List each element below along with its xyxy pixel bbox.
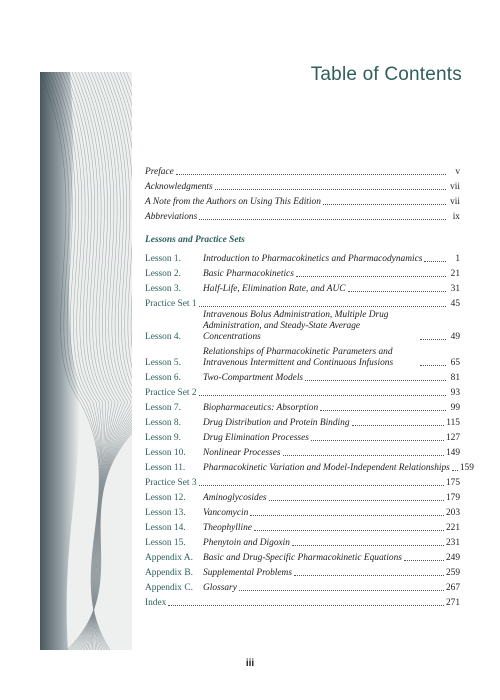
entry-page-number: 203 [445, 508, 460, 518]
entry-page-number: 49 [450, 332, 460, 342]
front-matter-entry[interactable] [145, 193, 460, 208]
entry-title: Drug Distribution and Protein Binding [203, 418, 350, 428]
toc-entry[interactable] [145, 594, 460, 609]
entry-page-number: 45 [450, 299, 460, 309]
section-heading: Lessons and Practice Sets [145, 235, 245, 245]
page-title: Table of Contents [310, 64, 462, 85]
entry-page-number: v [455, 167, 460, 177]
dot-leader [294, 575, 444, 576]
entry-page-number: 249 [445, 553, 460, 563]
page-number: iii [245, 658, 255, 669]
entry-title: Relationships of Pharmacokinetic Parameters and Intravenous Intermittent and Continuous Infusions [203, 347, 394, 368]
entry-label: Lesson 3. [145, 284, 181, 294]
entry-page-number: 271 [445, 598, 460, 608]
dot-leader [323, 204, 446, 205]
dot-leader [420, 339, 446, 340]
entry-title: Aminoglycosides [203, 493, 267, 503]
toc-entry[interactable] [145, 489, 460, 504]
entry-label: Lesson 13. [145, 508, 186, 518]
dot-leader [168, 605, 444, 606]
dot-leader [320, 410, 446, 411]
entry-page-number: 99 [450, 403, 460, 413]
wave-pattern-graphic [40, 72, 132, 650]
entry-label: Lesson 15. [145, 538, 186, 548]
toc-entry[interactable] [145, 399, 460, 414]
toc-entry[interactable] [145, 280, 460, 295]
front-matter-entry[interactable] [145, 208, 460, 223]
entry-title: Pharmacokinetic Variation and Model-Independent Relationships [203, 463, 450, 473]
entry-page-number: 93 [450, 388, 460, 398]
entry-label: Lesson 14. [145, 523, 186, 533]
entry-title: Abbreviations [145, 212, 198, 222]
entry-label: Practice Set 3 [145, 478, 197, 488]
entry-title: Basic Pharmacokinetics [203, 269, 294, 279]
dot-leader [199, 485, 444, 486]
entry-label: Appendix A. [145, 553, 193, 563]
toc-entry[interactable] [145, 564, 460, 579]
toc-entry[interactable] [145, 369, 460, 384]
entry-title: Intravenous Bolus Administration, Multiple Drug Administration, and Steady-State Average Concentrations [203, 310, 389, 342]
toc-entry[interactable] [145, 414, 460, 429]
entry-page-number: vii [450, 182, 460, 192]
dot-leader [176, 174, 446, 175]
entry-title: Vancomycin [203, 508, 249, 518]
entry-page-number: 21 [450, 269, 460, 279]
entry-page-number: vii [450, 197, 460, 207]
dot-leader [420, 365, 446, 366]
dot-leader [348, 291, 446, 292]
entry-label: Lesson 5. [145, 358, 181, 368]
toc-entry[interactable] [145, 459, 474, 474]
toc-entry[interactable] [145, 343, 460, 369]
entry-label: Lesson 8. [145, 418, 181, 428]
toc-entry[interactable] [145, 250, 460, 265]
entry-page-number: 149 [445, 448, 460, 458]
entry-page-number: 1 [455, 254, 460, 264]
dot-leader [199, 219, 446, 220]
entry-page-number: 267 [445, 583, 460, 593]
front-matter-entry[interactable] [145, 163, 460, 178]
entry-page-number: 259 [445, 568, 460, 578]
entry-page-number: 221 [445, 523, 460, 533]
dot-leader [199, 306, 446, 307]
entry-title: Basic and Drug-Specific Pharmacokinetic Equations [203, 553, 402, 563]
front-matter-entry[interactable] [145, 178, 460, 193]
dot-leader [305, 380, 446, 381]
dot-leader [404, 560, 444, 561]
entry-label: Lesson 1. [145, 254, 181, 264]
toc-entry[interactable] [145, 384, 460, 399]
dot-leader [269, 500, 444, 501]
dot-leader [250, 515, 444, 516]
entry-page-number: 115 [446, 418, 460, 428]
entry-title: A Note from the Authors on Using This Edition [145, 197, 321, 207]
entry-title: Supplemental Problems [203, 568, 292, 578]
dot-leader [296, 276, 446, 277]
toc-entry[interactable] [145, 444, 460, 459]
entry-title: Glossary [203, 583, 237, 593]
entry-title: Nonlinear Processes [203, 448, 281, 458]
entry-title: Acknowledgments [145, 182, 213, 192]
dot-leader [352, 425, 445, 426]
entry-page-number: 179 [445, 493, 460, 503]
entry-label: Lesson 9. [145, 433, 181, 443]
table-of-contents [145, 163, 474, 609]
entry-page-number: 127 [445, 433, 460, 443]
entry-label: Lesson 7. [145, 403, 181, 413]
entry-label: Lesson 4. [145, 332, 181, 342]
dot-leader [424, 261, 446, 262]
entry-page-number: 65 [450, 358, 460, 368]
dot-leader [199, 395, 446, 396]
entry-label: Lesson 2. [145, 269, 181, 279]
dot-leader [311, 440, 444, 441]
entry-page-number: 159 [459, 463, 474, 473]
entry-title: Two-Compartment Models [203, 373, 304, 383]
entry-label: Practice Set 1 [145, 299, 197, 309]
entry-page-number: 31 [450, 284, 460, 294]
dot-leader [254, 530, 444, 531]
entry-title: Drug Elimination Processes [203, 433, 309, 443]
dot-leader [452, 470, 458, 471]
toc-entry[interactable] [145, 519, 460, 534]
entry-title: Half-Life, Elimination Rate, and AUC [203, 284, 346, 294]
dot-leader [239, 590, 444, 591]
entry-page-number: 175 [445, 478, 460, 488]
entry-label: Index [145, 598, 167, 608]
entry-label: Lesson 10. [145, 448, 186, 458]
lessons-list [145, 250, 474, 609]
entry-title: Biopharmaceutics: Absorption [203, 403, 319, 413]
dot-leader [283, 455, 444, 456]
entry-label: Lesson 12. [145, 493, 186, 503]
toc-entry[interactable] [145, 534, 460, 549]
toc-entry[interactable] [145, 265, 460, 280]
entry-title: Preface [145, 167, 174, 177]
entry-title: Introduction to Pharmacokinetics and Pharmacodynamics [203, 254, 423, 264]
entry-title: Theophylline [203, 523, 252, 533]
toc-entry[interactable] [145, 295, 460, 310]
entry-title: Phenytoin and Digoxin [203, 538, 290, 548]
dot-leader [292, 545, 444, 546]
entry-label: Lesson 6. [145, 373, 181, 383]
entry-label: Appendix B. [145, 568, 193, 578]
entry-label: Practice Set 2 [145, 388, 197, 398]
entry-label: Lesson 11. [145, 463, 186, 473]
toc-entry[interactable] [145, 504, 460, 519]
entry-page-number: ix [452, 212, 460, 222]
toc-entry[interactable] [145, 474, 460, 489]
toc-entry[interactable] [145, 579, 460, 594]
toc-entry[interactable] [145, 549, 460, 564]
entry-page-number: 231 [445, 538, 460, 548]
entry-label: Appendix C. [145, 583, 193, 593]
toc-entry[interactable] [145, 429, 460, 444]
entry-page-number: 81 [450, 373, 460, 383]
toc-entry[interactable] [145, 310, 460, 343]
decorative-side-artwork [40, 72, 132, 650]
front-matter-list [145, 163, 460, 223]
dot-leader [215, 189, 446, 190]
